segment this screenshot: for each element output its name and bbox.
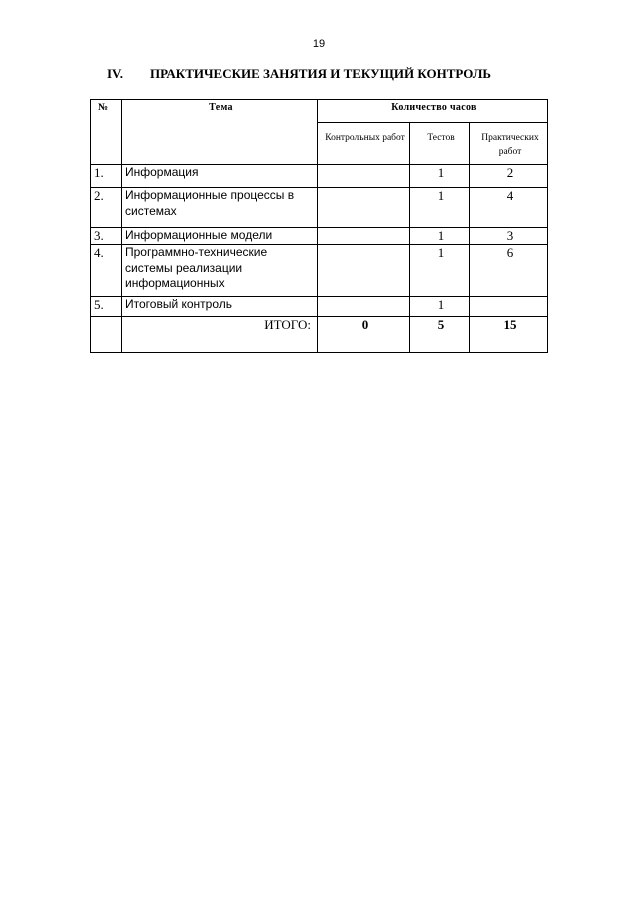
- row-tests: 1: [410, 228, 470, 245]
- total-number-cell: [91, 317, 122, 353]
- row-topic: Программно-технические системы реализации информационных: [122, 245, 318, 297]
- row-number: 1.: [91, 165, 122, 188]
- row-control: [318, 165, 410, 188]
- row-practical: [470, 297, 548, 317]
- table-row: [91, 188, 548, 228]
- total-tests: 5: [410, 317, 470, 353]
- total-label: ИТОГО:: [122, 317, 318, 353]
- table-row: [91, 245, 548, 297]
- row-control: [318, 188, 410, 228]
- row-practical: 4: [470, 188, 548, 228]
- table-total-row: [91, 317, 548, 353]
- header-practical-works: Практических работ: [470, 123, 548, 165]
- table-row: [91, 165, 548, 188]
- header-control-works: Контрольных работ: [318, 123, 410, 165]
- row-topic: Информационные модели: [122, 228, 318, 245]
- total-practical: 15: [470, 317, 548, 353]
- total-control: 0: [318, 317, 410, 353]
- section-heading: [107, 66, 491, 82]
- row-number: 4.: [91, 245, 122, 297]
- practical-lessons-table: [90, 99, 548, 353]
- row-number: 3.: [91, 228, 122, 245]
- row-topic: Итоговый контроль: [122, 297, 318, 317]
- row-topic: Информация: [122, 165, 318, 188]
- row-tests: 1: [410, 245, 470, 297]
- header-hours: Количество часов: [318, 100, 548, 123]
- row-practical: 3: [470, 228, 548, 245]
- row-number: 2.: [91, 188, 122, 228]
- section-title: ПРАКТИЧЕСКИЕ ЗАНЯТИЯ И ТЕКУЩИЙ КОНТРОЛЬ: [150, 66, 491, 81]
- header-topic: Тема: [122, 100, 318, 165]
- row-practical: 2: [470, 165, 548, 188]
- header-number: №: [91, 100, 122, 165]
- row-tests: 1: [410, 165, 470, 188]
- row-control: [318, 245, 410, 297]
- table-header-row: [91, 100, 548, 123]
- row-tests: 1: [410, 188, 470, 228]
- section-number: IV.: [107, 66, 124, 81]
- row-control: [318, 228, 410, 245]
- page-number: 19: [312, 38, 326, 50]
- row-tests: 1: [410, 297, 470, 317]
- row-control: [318, 297, 410, 317]
- row-number: 5.: [91, 297, 122, 317]
- row-practical: 6: [470, 245, 548, 297]
- table-row: [91, 228, 548, 245]
- header-tests: Тестов: [410, 123, 470, 165]
- row-topic: Информационные процессы в системах: [122, 188, 318, 228]
- table-row: [91, 297, 548, 317]
